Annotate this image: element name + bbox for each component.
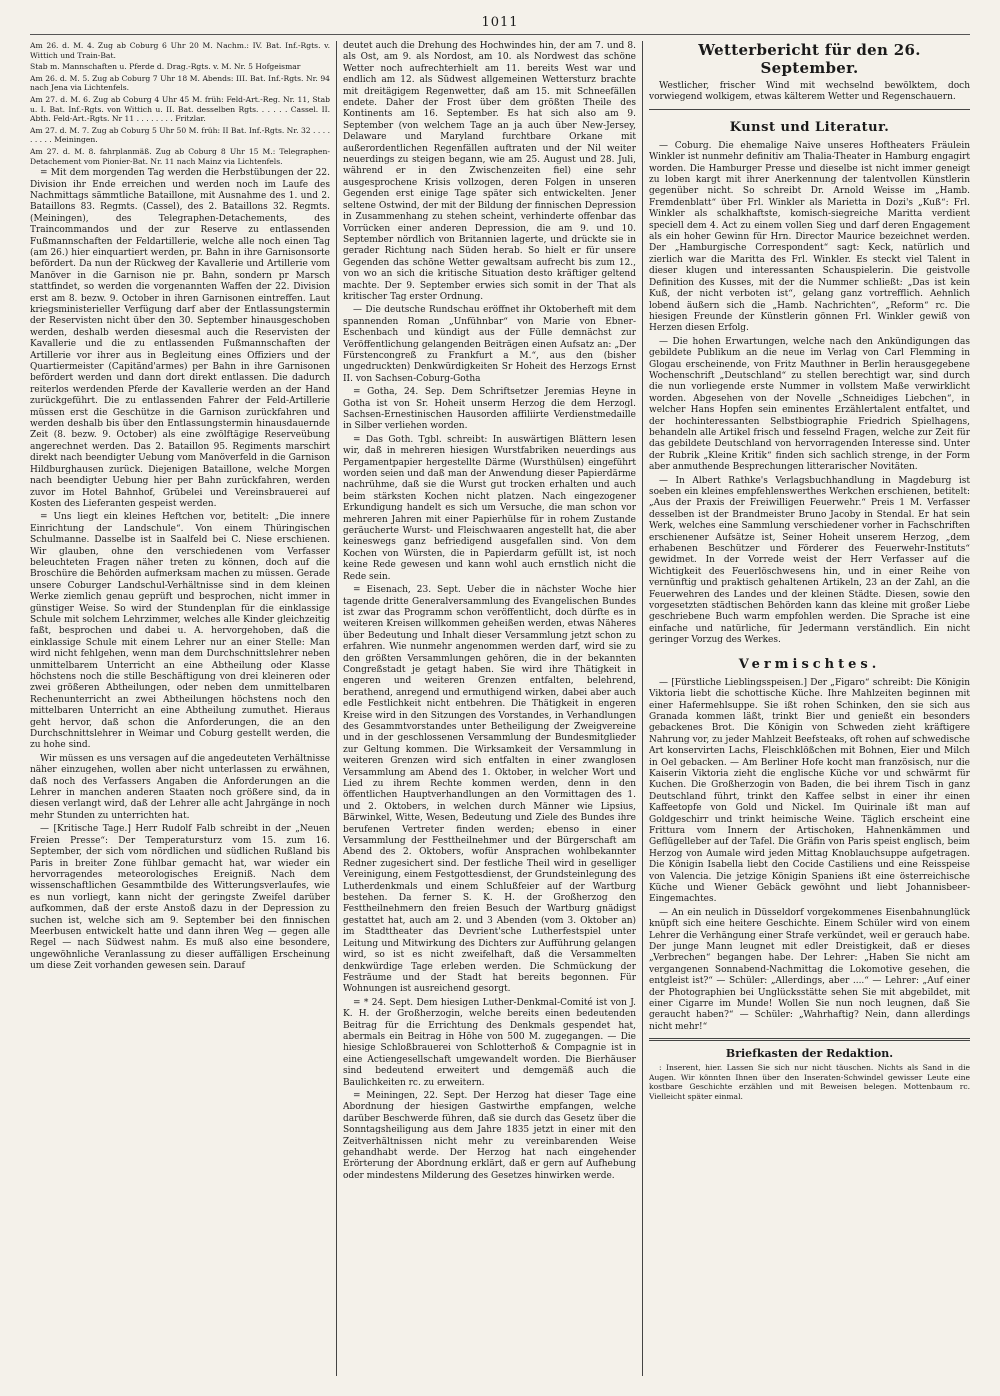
weather-title: Wetterbericht für den 26. September. (698, 41, 921, 77)
article-paragraph: deutet auch die Drehung des Hochwindes hin, der am 7. und 8. als Ost, am 9. als Nordost, am 10. als Nordwest das schöne Wetter noch aufrechterhielt am 11. bereits West war und endlich am 12. als Südwest allgemeinen Wettersturz brachte mit dreitägigem Regenwetter, daß am 15. mit Schneefällen endete. Daher der Frost über dem größten Theile des Kontinents am 16. September. Es hat sich also am 9. September (von welchem Tage an ja auch über New-Jersey, Delaware und Maryland furchtbare Orkane mit außerordentlichen Regenfällen auftraten und der Nil weiter neuerdings zu steigen begann, wie am 25. August und 28. Juli, während er in den Zwischenzeiten fiel) eine sehr ausgesprochene Krisis vollzogen, deren Folgen in unseren Gegenden erst einige Tage später sich entwickelten. Jener seltene Ostwind, der mit der Bildung der finnischen Depression in Zusammenhang zu stehen scheint, verhinderte offenbar das Vorrücken einer anderen Depression, die am 9. und 10. September nördlich von Britannien lagerte, und drückte sie in gerader Richtung nach Süden herab. So hielt er für unsere Gegenden das schöne Wetter gewaltsam aufrecht bis zum 12., von wo an sich die kritische Situation desto kräftiger geltend machte. Der 9. September erwies sich somit in der That als kritischer Tag erster Ordnung. (343, 41, 636, 302)
train-schedule-entry: Am 26. d. M. 4. Zug ab Coburg 6 Uhr 20 M. Nachm.: IV. Bat. Inf.-Rgts. v. Wittich und Train-Bat. (30, 41, 330, 60)
article-paragraph: Wir müssen es uns versagen auf die angedeuteten Verhältnisse näher einzugehen, wollen aber nicht unterlassen zu erwähnen, daß noch des Verfassers Angaben die Anforderungen an die Lehrer in manchen anderen Staaten noch größere sind, da in diesen verlangt wird, daß der Lehrer alle acht Jahrgänge in noch mehr Stunden zu unterrichten hat. (30, 753, 330, 821)
section-title-vermischtes: Vermischtes. (738, 656, 881, 672)
column-divider (336, 41, 337, 1376)
section-rule (649, 1038, 970, 1041)
article-paragraph: — Die hohen Erwartungen, welche nach den Ankündigungen das gebildete Publikum an die neue im Verlag von Carl Flemming in Glogau erscheinende, von Fritz Mauthner in Berlin herausgegebene Wochenschrift „Deutschland“ zu stellen berechtigt war, sind durch die nun vorliegende erste Nummer in vollstem Maße verwirklicht worden. Abgesehen von der Novelle „Schneidiges Liebchen“, in welcher Hans Hopfen sein eminentes Erzählertalent entfaltet, und der hochinteressanten Selbstbiographie Friedrich Spielhagens, behandeln alle Artikel frisch und fesselnd Fragen, welche zur Zeit für das gebildete Deutschland von hervorragenden Interesse sind. Unter der Rubrik „Kleine Kritik“ finden sich sachlich strenge, in der Form aber anmuthende Besprechungen litterarischer Novitäten. (649, 336, 970, 473)
train-schedule-entry: Am 27. d. M. 7. Zug ab Coburg 5 Uhr 50 M. früh: II Bat. Inf.-Rgts. Nr. 32 . . . . . . . . . Meiningen. (30, 125, 330, 145)
article-paragraph: = Das Goth. Tgbl. schreibt: In auswärtigen Blättern lesen wir, daß in mehreren hiesigen Wurstfabriken neuerdings aus Pergamentpapier hergestellte Därme (Wursthülsen) eingeführt worden seien und daß man der Anwendung dieser Papierdärme nachrühme, daß sie die Wurst gut trocken erhalten und auch beim stärksten Kochen nicht platzen. Nach eingezogener Erkundigung handelt es sich um Versuche, die man schon vor mehreren Jahren mit einer Papierhülse für in rohem Zustande geräucherte Wurst- und Fleischwaaren angestellt hat, die aber keineswegs ganz befriedigend ausgefallen sind. Von dem Kochen von Würsten, die in Papierdarm gefüllt ist, ist noch keine Rede gewesen und kann wohl auch ernstlich nicht die Rede sein. (343, 434, 636, 582)
train-schedule-entry: Stab m. Mannschaften u. Pferde d. Drag.-Rgts. v. M. Nr. 5 Hofgeismar (30, 62, 301, 72)
article-paragraph: — An ein neulich in Düsseldorf vorgekommenes Eisenbahnunglück knüpft sich eine heitere Geschichte. Einem Schüler wird von einem Lehrer die Verhängung einer Strafe verkündet, weil er gerauch habe. Der junge Mann leugnet mit edler Dreistigkeit, daß er dieses „Verbrechen“ begangen habe. Der Lehrer: „Haben Sie nicht am vergangenen Sonnabend-Nachmittag die Lokomotive gesehen, die entgleist ist?“ — Schüler: „Allerdings, aber ....“ — Lehrer: „Auf einer der Photographien bei Unglücksstätte sehen Sie mit abgebildet, mit einer Cigarre im Munde! Wollen Sie nun noch leugnen, daß Sie geraucht haben?“ — Schüler: „Wahrhaftig? Nein, dann allerdings nicht mehr!“ (649, 907, 970, 1032)
column-middle (343, 41, 636, 1376)
article-paragraph: — In Albert Rathke's Verlagsbuchhandlung in Magdeburg ist soeben ein kleines empfehlenswerthes Werkchen erschienen, betitelt: „Aus der Praxis der Freiwilligen Feuerwehr.“ Preis 1 M. Verfasser desselben ist der Brandmeister Bruno Jacoby in Stendal. Er hat sein Werk, welches eine Sammlung verschiedener vorher in Fachschriften erschienener Aufsätze ist, Seiner Hoheit unserem Herzog, „dem erhabenen Beschützer und Förderer des Feuerwehr-Instituts“ gewidmet. In der Vorrede weist der Herr Verfasser auf die Wichtigkeit des Feuerlöschwesens hin, und in einer Reihe von vernünftig und praktisch gehaltenen Artikeln, 23 an der Zahl, an die Feuerwehren des Landes und der kleinen Städte. Diesen, sowie den vorgesetzten städtischen Behörden kann das kleine mit großer Liebe geschriebene Buch warm empfohlen werden. Die Sprache ist eine einfache und natürliche, für Jedermann verständlich. Ein nicht geringer Vorzug des Werkes. (649, 475, 970, 646)
article-paragraph: = Mit dem morgenden Tag werden die Herbstübungen der 22. Division ihr Ende erreichen und werden noch im Laufe des Nachmittags sämmtliche Bataillone, mit Ausnahme des 1. und 2. Bataillons 83. Regmts. (Cassel), des 2. Bataillons 32. Regmts. (Meiningen), des Telegraphen-Detachements, des Traincommandos und der zur Reserve zu entlassenden Fußmannschaften der Feldartillerie, welche alle noch einen Tag (am 26.) hier einquartiert werden, pr. Bahn in ihre Garnisonsorte befördert. Da nun der Rückweg der Kavallerie und Artillerie vom Manöver in die Garnison nie pr. Bahn, sondern pr Marsch stattfindet, so werden die vorgenannten Waffen der 22. Division erst am 8. bezw. 9. October in ihren Garnisonen eintreffen. Laut kriegsministerieller Verfügung darf aber der Entlassungstermin der Reservisten nicht über den 30. September hinausgeschoben werden, deshalb werden diesesmal auch die Reservisten der Kavallerie und die zu entlassenden Fußmannschaften der Artillerie vor ihrer aus in Begleitung eines Offiziers und der Quartiermeister (Capitänd'armes) per Bahn in ihre Garnisonen befördert werden und dann dort direkt entlassen. Die dadurch reiterlos werdenden Pferde der Kavallerie werden an der Hand zurückgeführt. Die zu entlassenden Fahrer der Feld-Artillerie müssen erst die Geschütze in die Garnison zurückfahren und werden deshalb bis über den Entlassungstermin hinausdauernde Zeit (8. bezw. 9. October) als eine zwölftägige Reserveübung angerechnet werden. Das 2. Bataillon 95. Regiments marschirt direkt nach beendigter Uebung vom Manöverfeld in die Garnison Hildburghausen zurück. Diejenigen Bataillone, welche Morgen nach beendigter Uebung hier per Bahn zurückfahren, werden zuvor im Hotel Bahnhof, Grübelei und Vereinsbrauerei auf Kosten des Lieferanten gespeist werden. (30, 168, 330, 509)
train-schedule-entry: Am 27. d. M. 8. fahrplanmäß. Zug ab Coburg 8 Uhr 15 M.: Telegraphen-Detachement vom Pionier-Bat. Nr. 11 nach Mainz via Lichtenfels. (30, 146, 330, 166)
page-number: 1011 (481, 15, 519, 30)
weather-text: Westlicher, frischer Wind mit wechselnd bewölktem, doch vorwiegend wolkigem, etwas kälterem Wetter und Regenschauern. (649, 81, 970, 103)
train-schedule-entry: Am 26. d. M. 5. Zug ab Coburg 7 Uhr 18 M. Abends: III. Bat. Inf.-Rgts. Nr. 94 nach Jena via Lichtenfels. (30, 73, 330, 93)
column-divider (642, 41, 643, 1376)
train-schedule-entry: Am 27. d. M. 6. Zug ab Coburg 4 Uhr 45 M. früh: Feld-Art.-Reg. Nr. 11, Stab u. I. Bat. Inf.-Rgts. von Wittich u. II. Bat. desselben Rgts. . . . . . Cassel. II. Abth. Feld-Art.-Rgts. Nr 11 . . . . . . . . Fritzlar. (30, 94, 330, 124)
article-paragraph: = Gotha, 24. Sep. Dem Schriftsetzer Jeremias Heyne in Gotha ist von Sr. Hoheit unserm Herzog die dem Herzogl. Sachsen-Ernestinischen Hausorden affiliirte Verdienstmedaille in Silber verliehen worden. (343, 387, 636, 432)
header-rule (30, 34, 970, 35)
article-paragraph: — [Fürstliche Lieblingsspeisen.] Der „Figaro“ schreibt: Die Königin Viktoria liebt die schottische Küche. Ihre Mahlzeiten beginnen mit einer Hafermehlsuppe. Sie ißt rohen Schinken, den sie sich aus Granada kommen läßt, trinkt Bier und genießt ein besonders gebackenes Brot. Die Königin von Schweden zieht kräftigere Nahrung vor, zu jeder Mahlzeit Beefsteaks, oft rohen auf schwedische Art konservirten Lachs, Fleischklößchen mit Bohnen, Eier und Milch in Oel gebacken. — Am Berliner Hofe kocht man französisch, nur die Kaiserin Viktoria zieht die englische Küche vor und schwärmt für Kuchen. Die Großherzogin von Baden, die bei ihrem Tisch in ganz Deutschland führt, trinkt den Kaffee selbst in einer ihr einen Kaffeetopfe von Gold und Nickel. Im Quirinale ißt man auf Goldgeschirr und trinkt heimische Weine. Täglich erscheint eine Frittura vom Innern der Artischoken, Hahnenkämmen und Geflügelleber auf der Tafel. Die Gräfin von Paris speist englisch, beim Herzog von Aumale wird jeden Mittag Knoblauchsuppe aufgetragen. Die Königin Isabella liebt den Cocide Castiliens und eine Reisspeise von Valencia. Die jetzige Königin Spaniens ißt eine österreichische Küche und Wiener Gebäck gewöhnt und liebt Johannisbeer-Eingemachtes. (649, 677, 970, 905)
column-right (649, 41, 970, 1376)
article-paragraph: — Die deutsche Rundschau eröffnet ihr Oktoberheft mit dem spannenden Roman „Unfühnbar“ von Marie von Ebner-Eschenbach und kündigt aus der Fülle demnächst zur Veröffentlichung gelangenden Beiträgen einen Aufsatz an: „Der Fürstencongreß zu Frankfurt a M.“, aus den (bisher ungedruckten) Denkwürdigkeiten Sr Hoheit des Herzogs Ernst II. von Sachsen-Coburg-Gotha (343, 305, 636, 384)
briefkasten-text: : Inserent, hier. Lassen Sie sich nur nicht täuschen. Nichts als Sand in die Augen. Wir könnten Ihnen über den Inseraten-Schwindel gewisser Leute eine kostbare Geschichte erzählen und mit Beweisen belegen. Mottenbaum rc. Vielleicht später einmal. (649, 1063, 970, 1102)
article-paragraph: — Coburg. Die ehemalige Naive unseres Hoftheaters Fräulein Winkler ist nunmehr definitiv am Thalia-Theater in Hamburg engagirt worden. Die Hamburger Presse und dieselbe ist nicht immer geneigt zu loben kargt mit ihrer Anerkennung der talentvollen Künstlerin gegenüber nicht. So schreibt Dr. Arnold Weisse im „Hamb. Fremdenblatt“ über Frl. Winkler als Marietta in Dozi's „Kuß“: Frl. Winkler als schalkhaftste, komisch-siegreiche Maritta verdient speciell dem 4. Act zu einem vollen Sieg und darf deren Engagement als ein hoher Gewinn für Hrn. Director Maurice bezeichnet werden. Der „Hamburgische Correspondent“ sagt: Keck, natürlich und zierlich war die Maritta des Frl. Winkler. Es steckt viel Talent in dieser klugen und interessanten Schauspielerin. Die geistvolle Definition des Kusses, mit der die Nummer schließt: „Das ist kein Kuß, der nicht verboten ist“, gelang ganz vortrefflich. Aehnlich lobend äußern sich die „Hamb. Nachrichten“, „Reform“ rc. Die hiesigen Freunde der Künstlerin gönnen Frl. Winkler gewiß von Herzen diesen Erfolg. (649, 140, 970, 334)
section-rule (649, 109, 970, 110)
article-paragraph: = Eisenach, 23. Sept. Ueber die in nächster Woche hier tagende dritte Generalversammlung des Evangelischen Bundes ist zwar das Programm schon veröffentlicht, doch dürfte es in weiteren Kreisen willkommen geheißen werden, etwas Näheres über Bedeutung und Inhalt dieser Versammlung jetzt schon zu erfahren. Wie nunmehr angenommen werden darf, wird sie zu den größten Versammlungen gehören, die in der bekannten Congreßstadt je getagt haben. Sie wird ihre Thätigkeit in engeren und weiteren Grenzen entfalten, belehrend, berathend, anregend und ermuthigend wirken, dabei aber auch edle Festlichkeit nicht entbehren. Die Thätigkeit in engeren Kreise wird in den Sitzungen des Vorstandes, in Verhandlungen des Gesammtvorstandes unter Betheiligung der Zweigvereine und in der geschlossenen Versammlung der Bundesmitglieder zur Geltung kommen. Die Wirksamkeit der Versammlung in weiteren Grenzen wird sich entfalten in einer zwanglosen Versammlung am Abend des 1. Oktober, in welcher Wort und Lied zu ihrem Rechte kommen werden, denn in den öffentlichen Hauptverhandlungen an den Vormittagen des 1. und 2. Oktobers, in welchen durch Männer wie Lipsius, Bärwinkel, Witte, Wesen, Bedeutung und Ziele des Bundes ihre berufenen Vertreter finden werden; ebenso in einer Versammlung der Festtheilnehmer und der Bürgerschaft am Abend des 2. Oktobers, wofür Ansprachen wohlbekannter Redner zugesichert sind. Der festliche Theil wird in geselliger Vereinigung, einem Festgottesdienst, der Grundsteinlegung des Lutherdenkmals und einem Schlußfeier auf der Wartburg bestehen. Da ferner S. K. H. der Großherzog den Festtheilnehmern den freien Besuch der Wartburg gnädigst gestattet hat, auch am 2. und 3 Abenden (vom 3. Oktober an) im Stadttheater das Devrient'sche Lutherfestspiel unter Leitung und Mitwirkung des Dichters zur Aufführung gelangen wird, so ist es nicht zweifelhaft, daß die Versammelten denkwürdige Tage erleben werden. Die Schmückung der Festräume und der Stadt hat bereits begonnen. Für Wohnungen ist ausreichend gesorgt. (343, 585, 636, 995)
article-paragraph: = Meiningen, 22. Sept. Der Herzog hat dieser Tage eine Abordnung der hiesigen Gastwirthe empfangen, welche darüber Beschwerde führen, daß sie durch das Gesetz über die Sonntagsheiligung aus dem Jahre 1835 jetzt in einer mit den Zeitverhältnissen nicht mehr zu vereinbarenden Weise gehandhabt werde. Der Herzog hat nach eingehender Erörterung der Abordnung erklärt, daß er gern auf Aufhebung oder mindestens Milderung des Gesetzes hinwirken werde. (343, 1090, 636, 1181)
article-paragraph: = * 24. Sept. Dem hiesigen Luther-Denkmal-Comité ist von J. K. H. der Großherzogin, welche bereits einen bedeutenden Beitrag für die Errichtung des Denkmals gespendet hat, abermals ein Beitrag in Höhe von 500 M. zugegangen. — Die hiesige Schloßbrauerei von Schlotterhoß & Compagnie ist in eine Actiengesellschaft umgewandelt worden. Die Bierhäuser sind bedeutend erweitert und demgemäß auch die Baulichkeiten rc. zu erweitern. (343, 997, 636, 1088)
columns (30, 41, 970, 1381)
section-title-kunst: Kunst und Literatur. (729, 119, 890, 135)
article-paragraph: = Uns liegt ein kleines Heftchen vor, betitelt: „Die innere Einrichtung der Landschule“. Von einem Thüringischen Schulmanne. Dasselbe ist in Saalfeld bei C. Niese erschienen. Wir glauben, ohne den verschiedenen vom Verfasser beleuchteten Fragen näher treten zu können, doch auf die Broschüre die Behörden aufmerksam machen zu müssen. Gerade unsere Coburger Landschul-Verhältnisse sind in dem kleinen Werke ziemlich genau geprüft und besprochen, nicht immer in günstiger Weise. So wird der Stundenplan für die einklassige Schule mit solchem Lehrzimmer, welches alle Kinder gleichzeitig faßt, besprochen und dabei u. A. hervorgehoben, daß die einklassige Schule mit einem Lehrer nur an einer Stelle: Man wird nicht fehlgehen, wenn man dem Durchschnittslehrer neben unmittelbarem Unterricht an eine Abtheilung oder Klasse höchstens noch die stille Beschäftigung von drei kleineren oder zwei größeren Abtheilungen, oder neben dem unmittelbaren Rechenunterricht an zwei Abtheilungen höchstens noch den mittelbaren Unterricht an eine Abtheilung zumuthet. Hieraus geht hervor, daß schon die Anforderungen, die an den Durchschnittslehrer in Weimar und Coburg gestellt werden, die zu hohe sind. (30, 512, 330, 751)
article-paragraph: — [Kritische Tage.] Herr Rudolf Falb schreibt in der „Neuen Freien Presse“: Der Temperatursturz vom 15. zum 16. September, der sich vom nördlichen und südlichen Rußland bis Paris in breiter Zone fühlbar gemacht hat, war wieder ein hervorragendes meteorologisches Ereigniß. Nach dem wissenschaftlichen Gesammtbilde des Witterungsverlaufes, wie es nun vorliegt, kann nicht der geringste Zweifel darüber aufkommen, daß der erste Anstoß dazu in der Depression zu suchen ist, welche sich am 9. September bei den finnischen Meerbusen entwickelt hatte und dann ihren Weg — gegen alle Regel — nach Südwest nahm. Es muß also eine besondere, ungewöhnliche Veranlassung zu dieser auffälligen Erscheinung um diese Zeit vorhanden gewesen sein. Darauf (30, 824, 330, 972)
section-title-briefkasten: Briefkasten der Redaktion. (725, 1047, 894, 1061)
column-left (30, 41, 330, 1376)
